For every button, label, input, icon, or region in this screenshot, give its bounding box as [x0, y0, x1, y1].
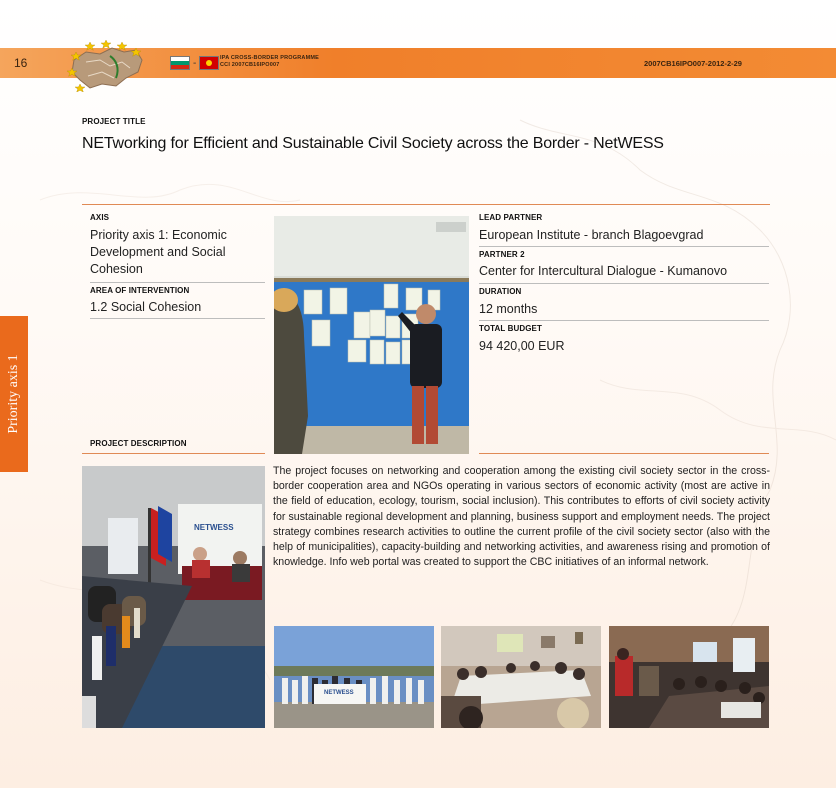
partner2-divider [479, 283, 769, 284]
photo-poster-presentation [274, 216, 469, 454]
macedonia-flag-icon [199, 56, 219, 70]
duration-value: 12 months [479, 302, 538, 316]
project-description-text: The project focuses on networking and cooperation among the existing civil society sector in the cross-border cooperation area and NGOs operating in various sectors of economic activity (most are active in the field of education, ecology, tourism, social inclusion). This contributes to efforts of civil society activity for sustainable regional development and planning, business support and employment needs. The project strategy combines research activities to outline the current profile of the civil society sector (also with the help of municipalities), capacity-building and networking activities, and awareness rising and promotion of knowledge. Info web portal was created to support the CBC initiatives of an informal network. [273, 465, 770, 569]
project-title-label: PROJECT TITLE [82, 117, 146, 126]
axis-divider [90, 282, 265, 283]
partner2-value: Center for Intercultural Dialogue - Kumanovo [479, 264, 728, 278]
project-description-label: PROJECT DESCRIPTION [90, 439, 187, 448]
axis-value: Priority axis 1: Economic Development and Social Cohesion [90, 228, 227, 276]
area-of-intervention-label: AREA OF INTERVENTION [90, 286, 190, 295]
description-divider-right [479, 453, 769, 454]
page-number: 16 [14, 56, 28, 70]
group-banner-text: NETWESS [324, 690, 354, 696]
photo-seminar-room [441, 626, 601, 728]
total-budget-value: 94 420,00 EUR [479, 339, 565, 353]
project-code: 2007CB16IPO007-2012-2-29 [644, 59, 742, 68]
photo-presentation-audience [609, 626, 769, 728]
area-of-intervention-value: 1.2 Social Cohesion [90, 300, 202, 314]
title-divider [82, 204, 770, 205]
photo-conference-room [82, 466, 265, 728]
total-budget-label: TOTAL BUDGET [479, 324, 542, 333]
conference-banner-text: NETWESS [194, 523, 234, 532]
area-divider [90, 318, 265, 319]
axis-label: AXIS [90, 213, 110, 222]
partner-flags: - [170, 56, 219, 70]
project-title: NETworking for Efficient and Sustainable Civil Society across the Border - NetWESS [82, 135, 664, 152]
duration-divider [479, 320, 769, 321]
lead-partner-value: European Institute - branch Blagoevgrad [479, 228, 704, 242]
lead-partner-divider [479, 246, 769, 247]
lead-partner-label: LEAD PARTNER [479, 213, 543, 222]
programme-logo-icon [66, 38, 148, 92]
description-divider-left [82, 453, 265, 454]
bulgaria-flag-icon [170, 56, 190, 70]
programme-name: IPA CROSS-BORDER PROGRAMME CCI 2007CB16IPO007 [220, 55, 320, 68]
partner2-label: PARTNER 2 [479, 250, 525, 259]
photo-group-outdoor [274, 626, 434, 728]
duration-label: DURATION [479, 287, 522, 296]
priority-axis-tab-label: Priority axis 1 [6, 354, 21, 434]
